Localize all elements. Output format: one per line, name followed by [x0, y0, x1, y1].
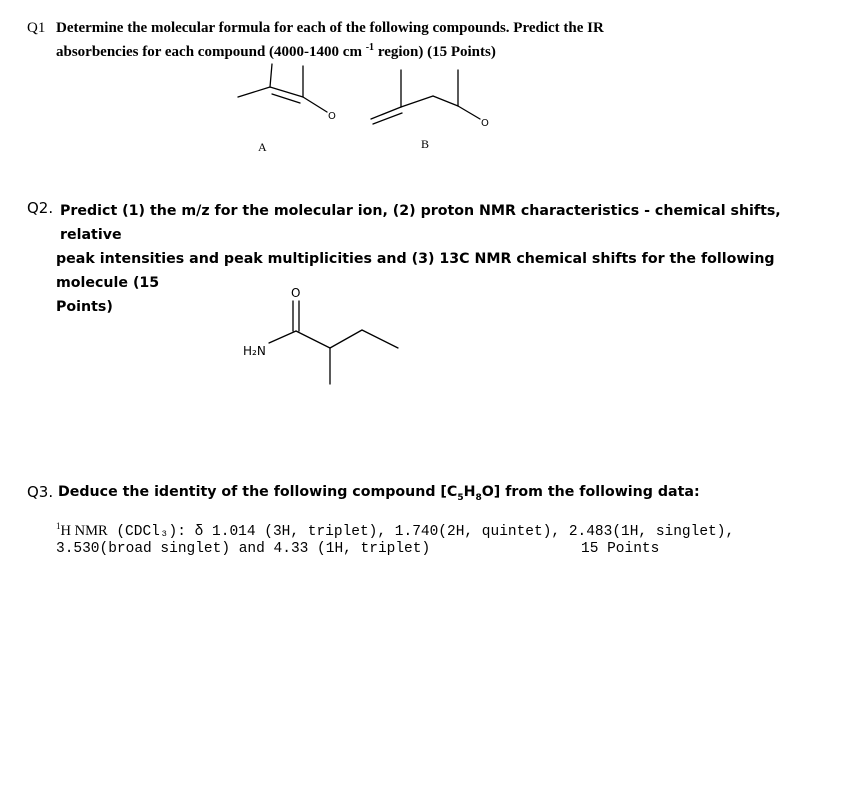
- question-2-line3: Points): [56, 299, 113, 315]
- compound-b-oxygen-label: O: [481, 118, 489, 129]
- nmr-label: $^1$H NMR: [56, 521, 108, 539]
- question-1-text-line2: absorbencies for each compound (4000-1400 cm $^{-1}$ region) (15 Points): [56, 42, 496, 60]
- question-3-points: 15 Points: [581, 541, 660, 557]
- q2-amine-label: H₂N: [243, 344, 266, 358]
- nmr-data-line1: $^1$H NMR (CDCl₃): δ 1.014 (3H, triplet), 1.740(2H, quintet), 2.483(1H, singlet),: [56, 521, 735, 540]
- compound-a-label: A: [258, 140, 267, 154]
- question-1-number: Q1: [27, 20, 46, 36]
- compound-b-structure: [371, 70, 480, 124]
- question-2-text: [56, 199, 846, 319]
- question-1-text-line1: Determine the molecular formula for each of the following compounds. Predict the IR: [56, 20, 604, 36]
- nmr-data-line2: 3.530(broad singlet) and 4.33 (1H, triplet): [56, 541, 431, 557]
- question-3-number: Q3.: [27, 483, 54, 501]
- compound-a-structure: [238, 64, 327, 112]
- compound-a-oxygen-label: O: [328, 111, 336, 122]
- question-2-line2: peak intensities and peak multiplicities and (3) 13C NMR chemical shifts for the following molecule (15: [56, 251, 775, 291]
- compound-b-label: B: [421, 137, 430, 151]
- question-2-line1: Predict (1) the m/z for the molecular ion, (2) proton NMR characteristics - chemical shifts, relative: [60, 203, 781, 243]
- question-2-number: Q2.: [27, 199, 54, 217]
- question-3-text: Deduce the identity of the following compound $[C_5H_8O]$ from the following data:: [58, 484, 700, 503]
- q2-oxygen-label: O: [291, 286, 301, 300]
